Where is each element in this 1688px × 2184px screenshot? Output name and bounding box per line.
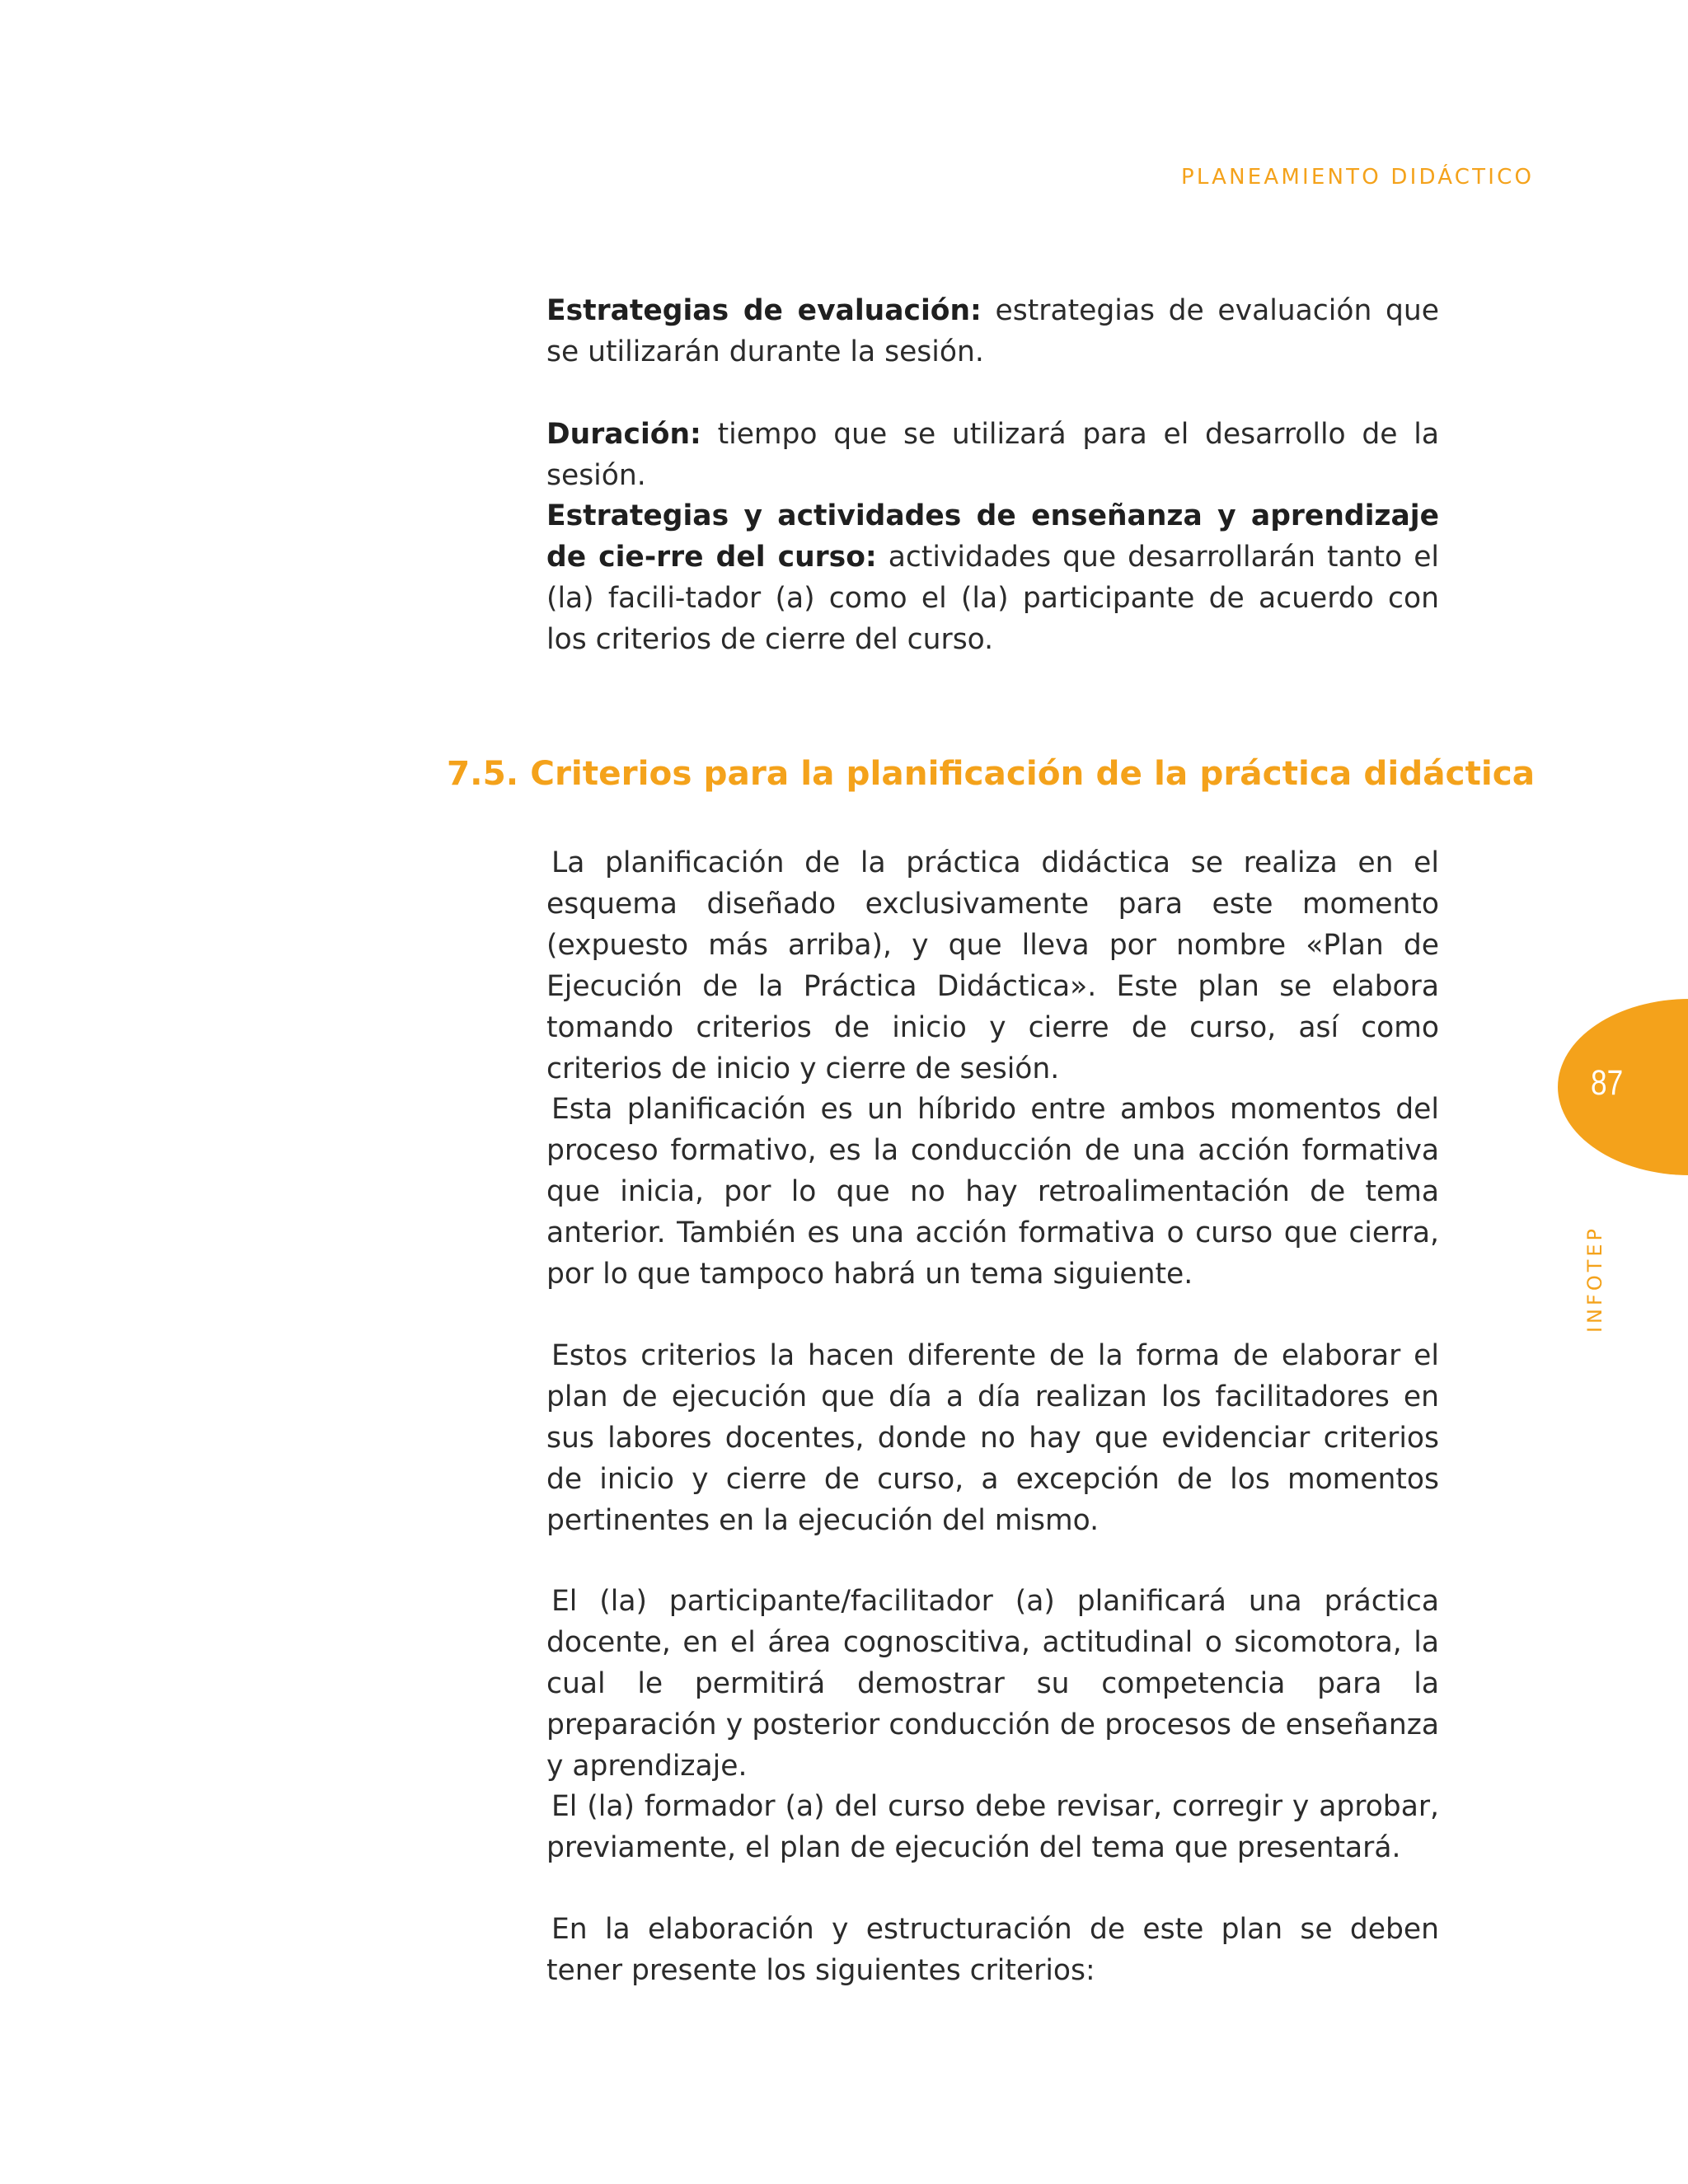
definition-duracion (546, 414, 1439, 496)
definition-estrategias-evaluacion (546, 290, 1439, 373)
body-paragraph-4 (546, 1581, 1439, 1787)
definition-text: tiempo que se utilizará para el desarrollo de la sesión. (546, 418, 1439, 492)
paragraph-text: El (la) participante/facilitador (a) planificará una práctica docente, en el área cognoscitiva, actitudinal o sicomotora, la cual le permitirá demostrar su competencia para la preparación y posterior conducción de procesos de enseñanza y aprendizaje. (546, 1585, 1439, 1783)
paragraph-text: Esta planificación es un híbrido entre ambos momentos del proceso formativo, es la conducción de una acción formativa que inicia, por lo que no hay retroalimentación de tema anterior. También es una acción formativa o curso que cierra, por lo que tampoco habrá un tema siguiente. (546, 1093, 1439, 1291)
body-paragraph-3 (546, 1335, 1439, 1541)
definition-text: actividades que desarrollarán tanto el (la) facili-tador (a) como el (la) participante de acuerdo con los criterios de cierre del curso. (546, 541, 1439, 656)
body-paragraph-1 (546, 842, 1439, 1090)
running-header: PLANEAMIENTO DIDÁCTICO (1181, 165, 1535, 190)
brand-label: INFOTEP (1583, 1225, 1606, 1333)
section-heading: 7.5. Criterios para la planificación de la práctica didáctica (447, 753, 1536, 793)
paragraph-text: El (la) formador (a) del curso debe revisar, corregir y aprobar, previamente, el plan de ejecución del tema que presentará. (546, 1790, 1439, 1864)
body-paragraph-6 (546, 1909, 1439, 1991)
paragraph-text: La planificación de la práctica didáctica se realiza en el esquema diseñado exclusivamente para este momento (expuesto más arriba), y que lleva por nombre «Plan de Ejecución de la Práctica Didáctica». Este plan se elabora tomando criterios de inicio y cierre de curso, así como criterios de inicio y cierre de sesión. (546, 846, 1439, 1085)
definition-term: Estrategias de evaluación: (546, 294, 982, 327)
definition-estrategias-cierre (546, 495, 1439, 660)
paragraph-text: Estos criterios la hacen diferente de la forma de elaborar el plan de ejecución que día a día realizan los facilitadores en sus labores docentes, donde no hay que evidenciar criterios de inicio y cierre de curso, a excepción de los momentos pertinentes en la ejecución del mismo. (546, 1339, 1439, 1537)
definition-term: Duración: (546, 418, 701, 451)
page-number: 87 (1591, 1063, 1624, 1103)
paragraph-text: En la elaboración y estructuración de este plan se deben tener presente los siguientes criterios: (546, 1913, 1439, 1987)
definition-term: Estrategias y actividades de enseñanza y aprendizaje de cie-rre del curso: (546, 499, 1439, 574)
definition-text: estrategias de evaluación que se utilizarán durante la sesión. (546, 294, 1439, 368)
body-paragraph-2 (546, 1089, 1439, 1295)
body-paragraph-5 (546, 1786, 1439, 1868)
